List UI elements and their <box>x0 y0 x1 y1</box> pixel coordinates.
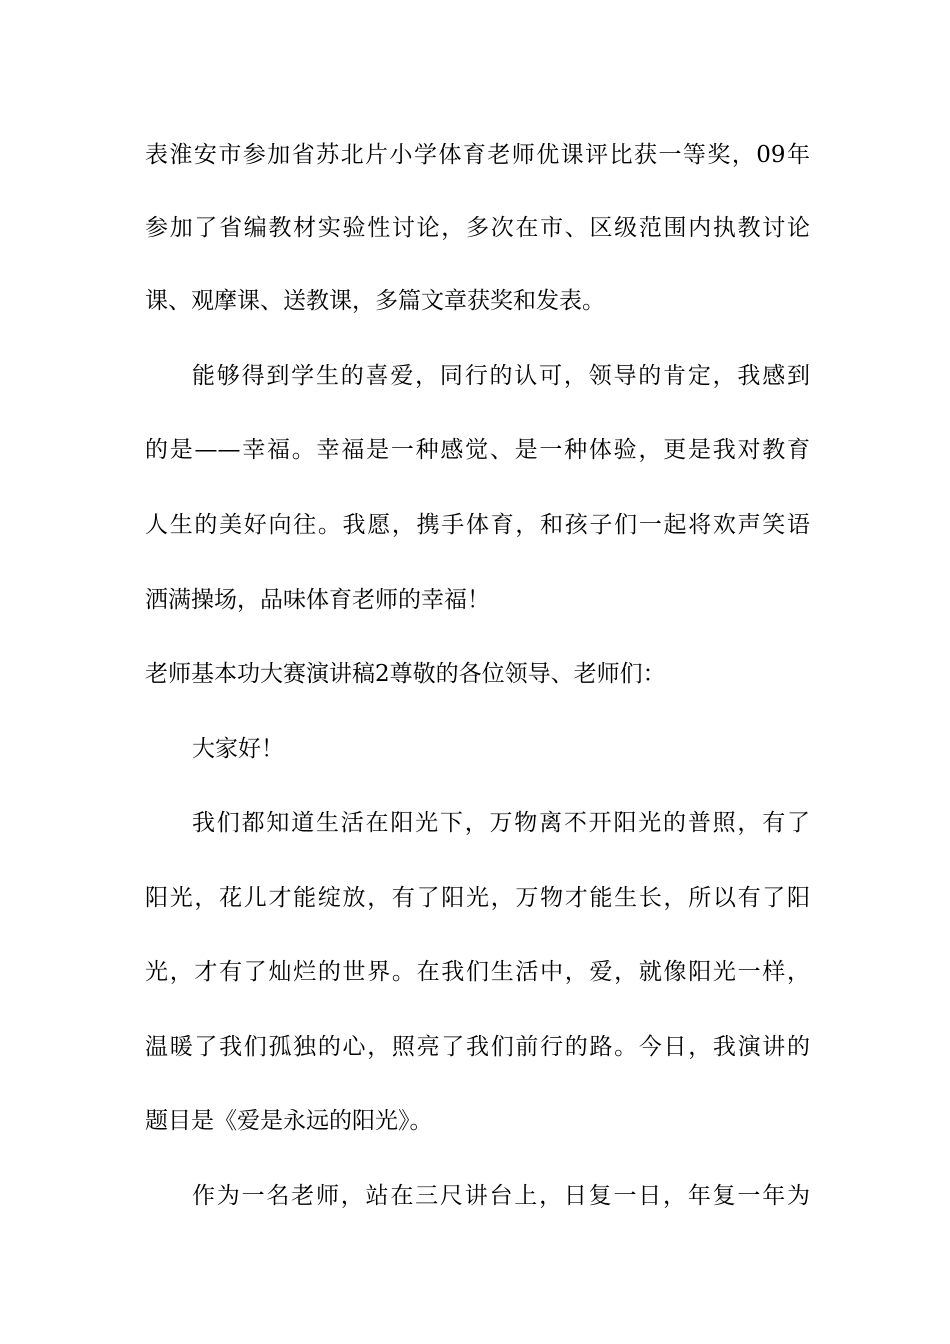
paragraph-line: 课、观摩课、送教课，多篇文章获奖和发表。 <box>145 288 605 314</box>
paragraph-line: 温暖了我们孤独的心，照亮了我们前行的路。今日，我演讲的 <box>145 1034 810 1060</box>
paragraph-line: 阳光，花儿才能绽放，有了阳光，万物才能生长，所以有了阳 <box>145 885 810 911</box>
paragraph-line: 我们都知道生活在阳光下，万物离不开阳光的普照，有了 <box>192 810 810 836</box>
paragraph-line: 参加了省编教材实验性讨论，多次在市、区级范围内执教讨论 <box>145 215 810 241</box>
paragraph-line: 题目是《爱是永远的阳光》。 <box>145 1108 433 1134</box>
paragraph-line: 的是——幸福。幸福是一种感觉、是一种体验，更是我对教育 <box>145 437 810 463</box>
greeting-line: 大家好！ <box>192 736 284 762</box>
paragraph-line: 洒满操场，品味体育老师的幸福！ <box>145 587 490 613</box>
paragraph-line: 人生的美好向往。我愿，携手体育，和孩子们一起将欢声笑语 <box>145 512 810 538</box>
paragraph-line: 作为一名老师，站在三尺讲台上，日复一日，年复一年为 <box>192 1183 810 1209</box>
section-heading-line: 老师基本功大赛演讲稿2尊敬的各位领导、老师们： <box>145 661 666 687</box>
paragraph-line: 光，才有了灿烂的世界。在我们生活中，爱，就像阳光一样， <box>145 959 810 985</box>
paragraph-line: 能够得到学生的喜爱，同行的认可，领导的肯定，我感到 <box>192 363 810 389</box>
paragraph-line: 表淮安市参加省苏北片小学体育老师优课评比获一等奖，09年 <box>145 142 810 168</box>
